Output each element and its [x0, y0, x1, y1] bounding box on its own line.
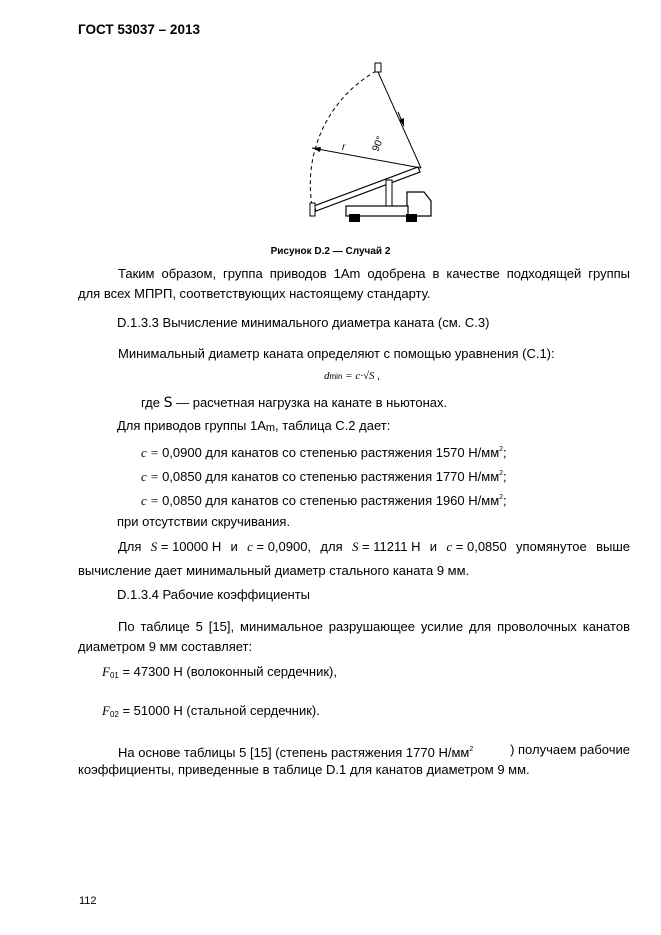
figure-d2-diagram	[300, 55, 440, 225]
calc-and1: и	[230, 539, 238, 554]
boom-lowered	[314, 167, 420, 211]
f02-text: = 51000 Н (стальной сердечник).	[118, 703, 320, 718]
paragraph-line: коэффициенты, приведенные в таблице D.1 для канатов диаметром 9 мм.	[78, 762, 530, 777]
c-var: c	[141, 445, 147, 460]
group-sub: m	[265, 422, 276, 434]
calc-c1-group	[247, 537, 311, 557]
section-heading: D.1.3.3 Вычисление минимального диаметра каната (см. C.3)	[117, 315, 490, 330]
f02-line	[102, 701, 320, 725]
calc-S2: S	[351, 539, 359, 554]
c-text: 0,0900 для канатов со степенью растяжения 1570 Н/мм	[162, 445, 500, 460]
radius-line	[312, 148, 421, 168]
c-value-line	[141, 488, 507, 511]
figure-caption: Рисунок D.2 — Случай 2	[270, 246, 391, 257]
p4-part-b: ) получаем рабочие	[510, 742, 630, 757]
c-end: ;	[503, 493, 507, 508]
truck-wheel-rear	[349, 214, 360, 222]
calc-eq3: = 11211 Н	[358, 539, 421, 554]
calc-c2: c	[446, 539, 453, 554]
calc-t2: для	[320, 539, 343, 554]
c-var: c	[141, 493, 147, 508]
f02-var: F	[102, 703, 110, 718]
calc-line	[118, 537, 630, 557]
where-rest: — расчетная нагрузка на канате в ньютонах.	[172, 395, 448, 410]
calc-eq2: = 0,0900,	[252, 539, 312, 554]
c-var: c	[141, 469, 147, 484]
paragraph-line: при отсутствии скручивания.	[117, 514, 291, 529]
formula-eq: = c·	[345, 370, 363, 382]
f01-line	[102, 662, 337, 686]
paragraph-line: Минимальный диаметр каната определяют с помощью уравнения (С.1):	[118, 346, 555, 361]
calc-eq1: = 10000 Н	[157, 539, 222, 554]
p4-text-a: На основе таблицы 5 [15] (степень растяжения 1770 Н/мм	[118, 745, 470, 760]
paragraph-line: диаметром 9 мм составляет:	[78, 639, 253, 654]
boom-raised-end	[375, 63, 381, 72]
where-line	[141, 393, 447, 413]
boom-support	[386, 180, 392, 207]
label-r: r	[342, 142, 346, 153]
c-sup: 2	[499, 470, 504, 477]
c-value-line	[141, 464, 507, 487]
f01-var: F	[102, 664, 110, 679]
formula-min: min	[329, 372, 343, 381]
calc-c1: c	[247, 539, 253, 554]
calc-t1: Для	[118, 539, 142, 554]
calc-t4: выше	[596, 539, 630, 554]
paragraph-line: Таким образом, группа приводов 1Am одобрена в качестве подходящей группы	[118, 266, 630, 281]
c-eq: =	[146, 445, 163, 460]
calc-and2: и	[429, 539, 438, 554]
c-eq: =	[146, 469, 163, 484]
c-text: 0,0850 для канатов со степенью растяжения 1960 Н/мм	[162, 493, 500, 508]
where-prefix: где	[141, 395, 164, 410]
group-rest: , таблица C.2 дает:	[275, 418, 391, 433]
c-sup: 2	[499, 446, 504, 453]
c-end: ;	[503, 469, 507, 484]
group-line	[117, 416, 390, 438]
c-eq: =	[146, 493, 163, 508]
calc-S1: S	[150, 539, 158, 554]
formula-sqrt: √S	[362, 370, 375, 382]
page-number: 112	[79, 895, 97, 907]
swing-arc	[310, 70, 378, 205]
truck-cab	[407, 192, 431, 216]
paragraph-line: вычисление дает минимальный диаметр стального каната 9 мм.	[78, 563, 470, 578]
c-text: 0,0850 для канатов со степенью растяжения 1770 Н/мм	[162, 469, 500, 484]
f01-text: = 47300 Н (волоконный сердечник),	[118, 664, 337, 679]
formula-dmin	[324, 370, 380, 382]
calc-t3: упомянутое	[516, 539, 587, 554]
f01-sub: 01	[109, 671, 119, 680]
paragraph-line: для всех МПРП, соответствующих настоящему стандарту.	[78, 286, 431, 301]
formula-end: ,	[377, 370, 380, 382]
section-heading: D.1.3.4 Рабочие коэффициенты	[117, 587, 311, 602]
where-S: S	[163, 395, 173, 411]
c-value-line	[141, 440, 507, 463]
document-header: ГОСТ 53037 – 2013	[78, 22, 200, 37]
formula-d: d	[324, 370, 330, 382]
calc-c2-group	[446, 537, 506, 557]
truck-wheel-front	[406, 214, 417, 222]
boom-lowered-end	[310, 203, 315, 216]
calc-s2-group	[352, 537, 421, 557]
paragraph-line: По таблице 5 [15], минимальное разрушающее усилие для проволочных канатов	[118, 619, 630, 634]
c-end: ;	[503, 445, 507, 460]
label-angle: 90°	[370, 134, 387, 154]
f02-sub: 02	[109, 710, 119, 719]
calc-eq4: = 0,0850	[452, 539, 507, 554]
p4-sup: 2	[469, 746, 474, 753]
group-prefix: Для приводов группы 1A	[117, 418, 266, 433]
c-sup: 2	[499, 494, 504, 501]
calc-s1-group	[151, 537, 221, 557]
